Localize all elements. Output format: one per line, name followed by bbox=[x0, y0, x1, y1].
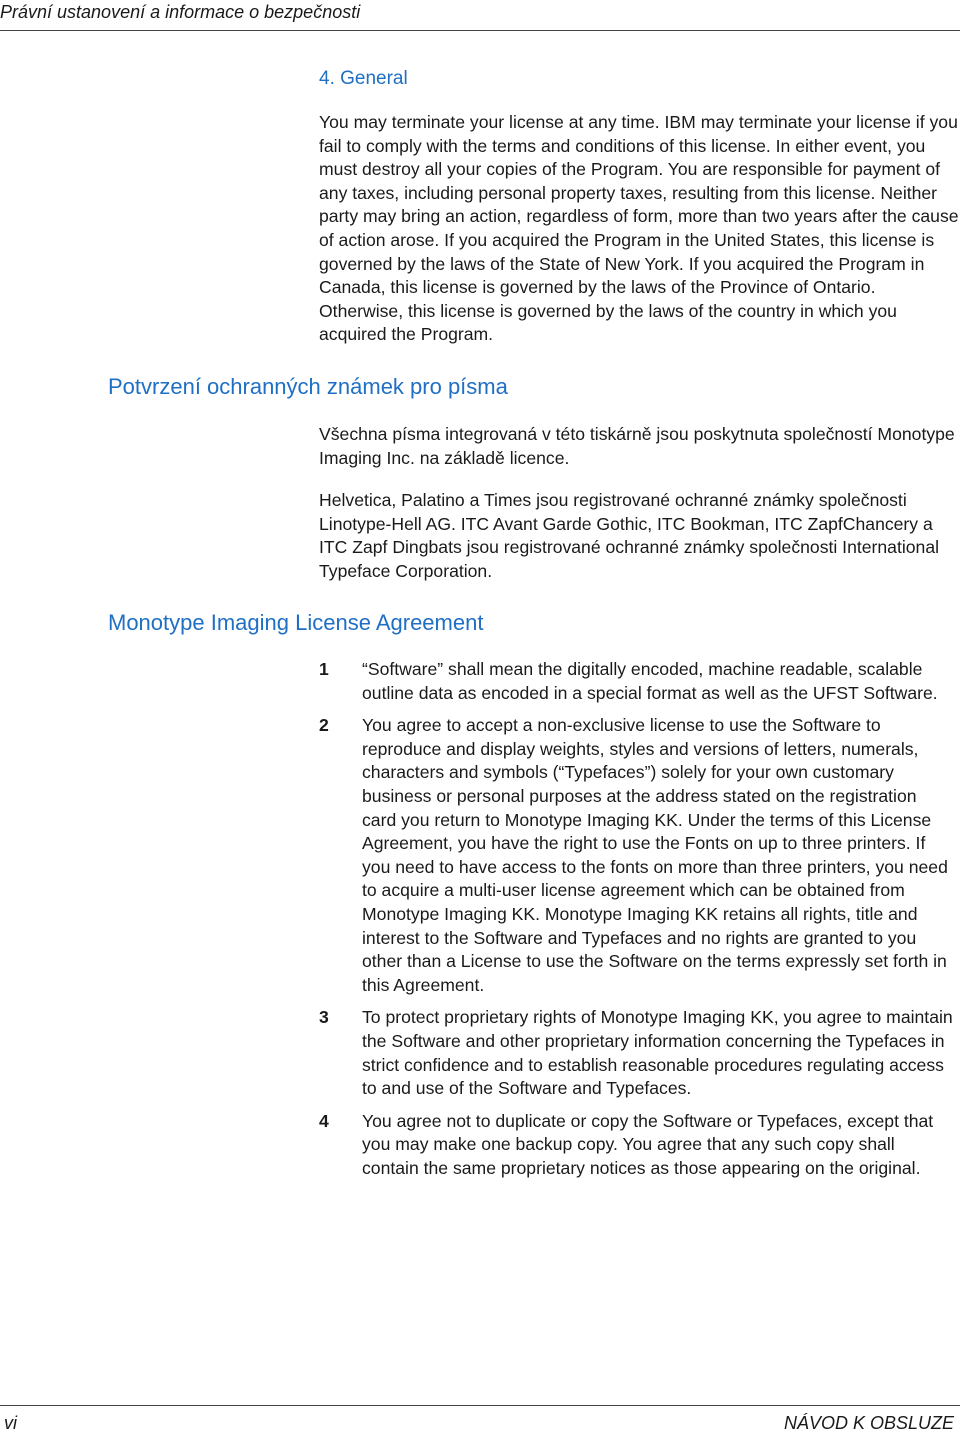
font-trademark-paragraph-2: Helvetica, Palatino a Times jsou registrované ochranné známky společnosti Linotype-Hell AG. ITC Avant Garde Gothic, ITC Bookman, ITC ZapfChancery a ITC Zapf Dingbats jsou registrované ochranné známky společnosti International Typeface Corporation. bbox=[319, 490, 940, 581]
list-item bbox=[319, 1110, 959, 1181]
page-number: vi bbox=[4, 1413, 17, 1433]
ibm-general-paragraph: You may terminate your license at any time. IBM may terminate your license if you fail to comply with the terms and conditions of this license. In either event, you must destroy all your copies of the Program. You are responsible for payment of any taxes, including personal property taxes, resulting from this license. Neither party may bring an action, regardless of form, more than two years after the cause of action arose. If you acquired the Program in the United States, this license is governed by the laws of the State of New York. If you acquired the Program in Canada, this license is governed by the laws of the Province of Ontario. Otherwise, this license is governed by the laws of the country in which you acquired the Program. bbox=[319, 112, 959, 345]
list-item-number: 4 bbox=[319, 1110, 329, 1131]
list-item-text: To protect proprietary rights of Monotype Imaging KK, you agree to maintain the Software and other proprietary information concerning the Typefaces in strict confidence and to establish reasonable procedures regulating access to and use of the Software and Typefaces. bbox=[362, 1007, 953, 1099]
list-item bbox=[319, 1006, 959, 1100]
list-item bbox=[319, 714, 959, 997]
monotype-license-heading: Monotype Imaging License Agreement bbox=[108, 610, 484, 635]
list-item bbox=[319, 658, 959, 705]
ibm-general-subheading: 4. General bbox=[319, 68, 408, 89]
running-header-title: Právní ustanovení a informace o bezpečnosti bbox=[0, 2, 361, 22]
list-item-text: You agree not to duplicate or copy the Software or Typefaces, except that you may make one backup copy. You agree that any such copy shall contain the same proprietary notices as those appearing on the original. bbox=[362, 1110, 934, 1178]
list-item-number: 1 bbox=[319, 659, 329, 679]
license-terms-list bbox=[319, 658, 959, 1189]
font-trademark-heading: Potvrzení ochranných známek pro písma bbox=[108, 374, 508, 399]
manual-name: NÁVOD K OBSLUZE bbox=[783, 1413, 954, 1433]
list-item-text: “Software” shall mean the digitally encoded, machine readable, scalable outline data as encoded in a special format as well as the UFST Software. bbox=[362, 659, 938, 703]
list-item-number: 2 bbox=[319, 715, 329, 736]
header-divider bbox=[0, 30, 960, 31]
list-item-text: You agree to accept a non-exclusive license to use the Software to reproduce and display weights, styles and versions of letters, numerals, characters and symbols (“Typefaces”) solely for your own customary business or personal purposes at the address stated on the registration card you return to Monotype Imaging KK. Under the terms of this License Agreement, you have the right to use the Fonts on up to three printers. If you need to have access to the fonts on more than three printers, you need to acquire a multi-user license agreement which can be obtained from Monotype Imaging KK. Monotype Imaging KK retains all rights, title and interest to the Software and Typefaces and no rights are granted to you other than a License to use the Software on the terms expressly set forth in this Agreement. bbox=[362, 715, 948, 995]
footer-divider bbox=[0, 1405, 960, 1406]
list-item-number: 3 bbox=[319, 1007, 329, 1028]
font-trademark-paragraph-1: Všechna písma integrovaná v této tiskárně jsou poskytnuta společností Monotype Imaging Inc. na základě licence. bbox=[319, 424, 955, 468]
